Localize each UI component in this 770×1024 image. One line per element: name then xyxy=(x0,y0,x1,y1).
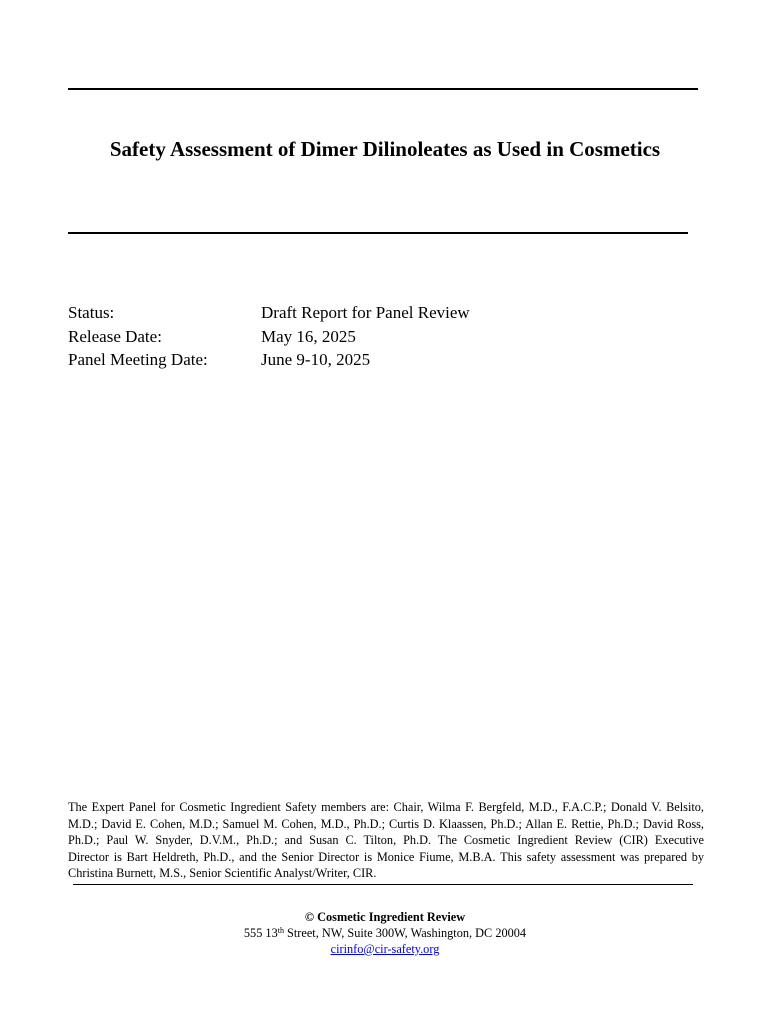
copyright-organization: © Cosmetic Ingredient Review xyxy=(304,910,466,924)
footer xyxy=(0,909,770,957)
release-date-label: Release Date: xyxy=(68,327,162,346)
paragraph-line: Ph.D.; Paul W. Snyder, D.V.M., Ph.D.; and Susan C. Tilton, Ph.D. The Cosmetic Ingredient Review (CIR) Executive xyxy=(68,833,704,847)
address-ordinal-suffix: th xyxy=(277,926,284,935)
paragraph-line: M.D.; David E. Cohen, M.D.; Samuel M. Cohen, M.D., Ph.D.; Curtis D. Klaassen, Ph.D.; Allan E. Rettie, Ph.D.; David Ross, xyxy=(68,816,704,831)
paragraph-line: Christina Burnett, M.S., Senior Scientific Analyst/Writer, CIR. xyxy=(68,866,377,880)
document-title: Safety Assessment of Dimer Dilinoleates as Used in Cosmetics xyxy=(109,137,661,161)
footer-rule xyxy=(73,884,693,885)
paragraph-line: The Expert Panel for Cosmetic Ingredient Safety members are: Chair, Wilma F. Bergfeld, M.D., F.A.C.P.; Donald V. Belsito, xyxy=(68,800,704,814)
panel-meeting-date-value: June 9-10, 2025 xyxy=(261,350,371,369)
release-date-value: May 16, 2025 xyxy=(261,327,356,346)
paragraph-line: Director is Bart Heldreth, Ph.D., and the Senior Director is Monice Fiume, M.B.A. This safety assessment was prepared by xyxy=(68,849,704,864)
status-value: Draft Report for Panel Review xyxy=(261,303,470,322)
address-rest: Street, NW, Suite 300W, Washington, DC 20004 xyxy=(283,926,527,940)
expert-panel-paragraph xyxy=(68,799,704,882)
contact-email-link[interactable]: cirinfo@cir-safety.org xyxy=(330,942,440,956)
status-label: Status: xyxy=(68,303,115,322)
panel-meeting-date-label: Panel Meeting Date: xyxy=(68,350,208,369)
panel-meeting-date-row xyxy=(68,348,708,372)
status-row xyxy=(68,301,708,325)
top-rule xyxy=(68,88,698,90)
address-street-number: 555 13 xyxy=(243,926,278,940)
title-rule xyxy=(68,232,688,234)
postal-address xyxy=(0,925,770,941)
release-date-row xyxy=(68,325,708,349)
